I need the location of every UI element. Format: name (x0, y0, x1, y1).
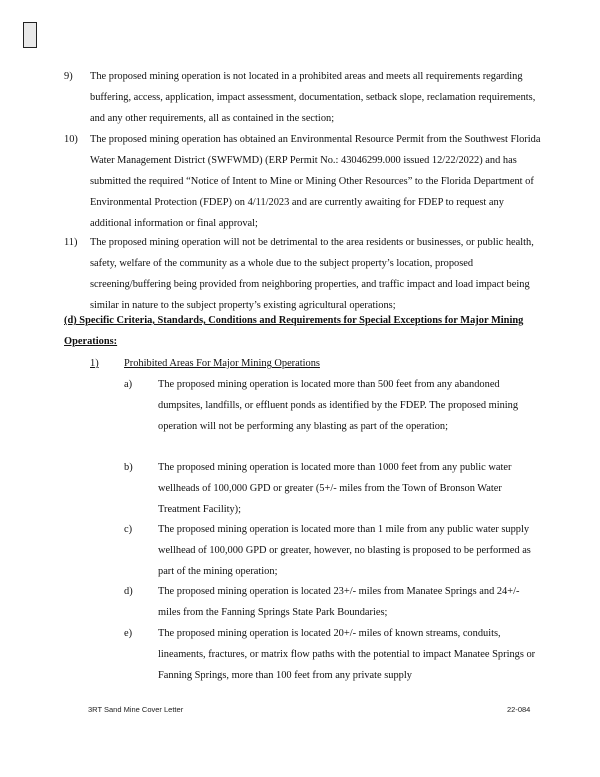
item-letter: c) (124, 524, 133, 535)
subsection-title: Prohibited Areas For Major Mining Operations (124, 358, 320, 369)
section-heading: (d) Specific Criteria, Standards, Conditions and Requirements for Special Exceptions for Major Mining Operations: (64, 315, 524, 347)
item-letter: b) (124, 462, 133, 473)
item-text: The proposed mining operation will not be detrimental to the area residents or businesses, or public health, safety, welfare of the community as a whole due to the subject property’s location, proposed screening/buffering being provided from neighboring properties, and traffic impact and load impact being similar in nature to the subject property’s existing agricultural operations; (90, 237, 534, 311)
item-letter: e) (124, 628, 133, 639)
item-number: 11) (64, 237, 78, 248)
item-text: The proposed mining operation is located more than 500 feet from any abandoned dumpsites, landfills, or effluent ponds as identified by the FDEP. The proposed mining operation will not be performing any blasting as part of the operation; (158, 379, 519, 432)
item-letter: d) (124, 586, 133, 597)
item-text: The proposed mining operation has obtained an Environmental Resource Permit from the Southwest Florida Water Management District (SWFWMD) (ERP Permit No.: 43046299.000 issued 12/22/2022) and has submitted the required “Notice of Intent to Mine or Mining Other Resources” to the Florida Department of Environmental Protection (FDEP) on 4/11/2023 and are currently awaiting for FDEP to request any additional information or final approval; (90, 134, 541, 229)
item-number: 9) (64, 71, 73, 82)
item-text: The proposed mining operation is located more than 1 mile from any public water supply wellhead of 100,000 GPD or greater, however, no blasting is proposed to be performed as part of the mining operation; (158, 524, 531, 577)
page-corner-box (23, 22, 37, 48)
item-text: The proposed mining operation is located 23+/- miles from Manatee Springs and 24+/- miles from the Fanning Springs State Park Boundaries; (158, 586, 520, 618)
item-text: The proposed mining operation is not located in a prohibited areas and meets all requirements regarding buffering, access, application, impact assessment, documentation, setback slope, reclamation requirements, and any other requirements, all as contained in the section; (90, 71, 536, 124)
item-text: The proposed mining operation is located 20+/- miles of known streams, conduits, lineaments, fractures, or matrix flow paths with the potential to impact Manatee Springs or Fanning Springs, more than 100 feet from any private supply (158, 628, 536, 681)
footer-right: 22-084 (507, 705, 531, 714)
footer-left: 3RT Sand Mine Cover Letter (88, 705, 184, 714)
item-number: 10) (64, 134, 78, 145)
item-letter: a) (124, 379, 133, 390)
subsection-number: 1) (90, 358, 99, 369)
item-text: The proposed mining operation is located more than 1000 feet from any public water wellheads of 100,000 GPD or greater (5+/- miles from the Town of Bronson Water Treatment Facility); (158, 462, 512, 515)
